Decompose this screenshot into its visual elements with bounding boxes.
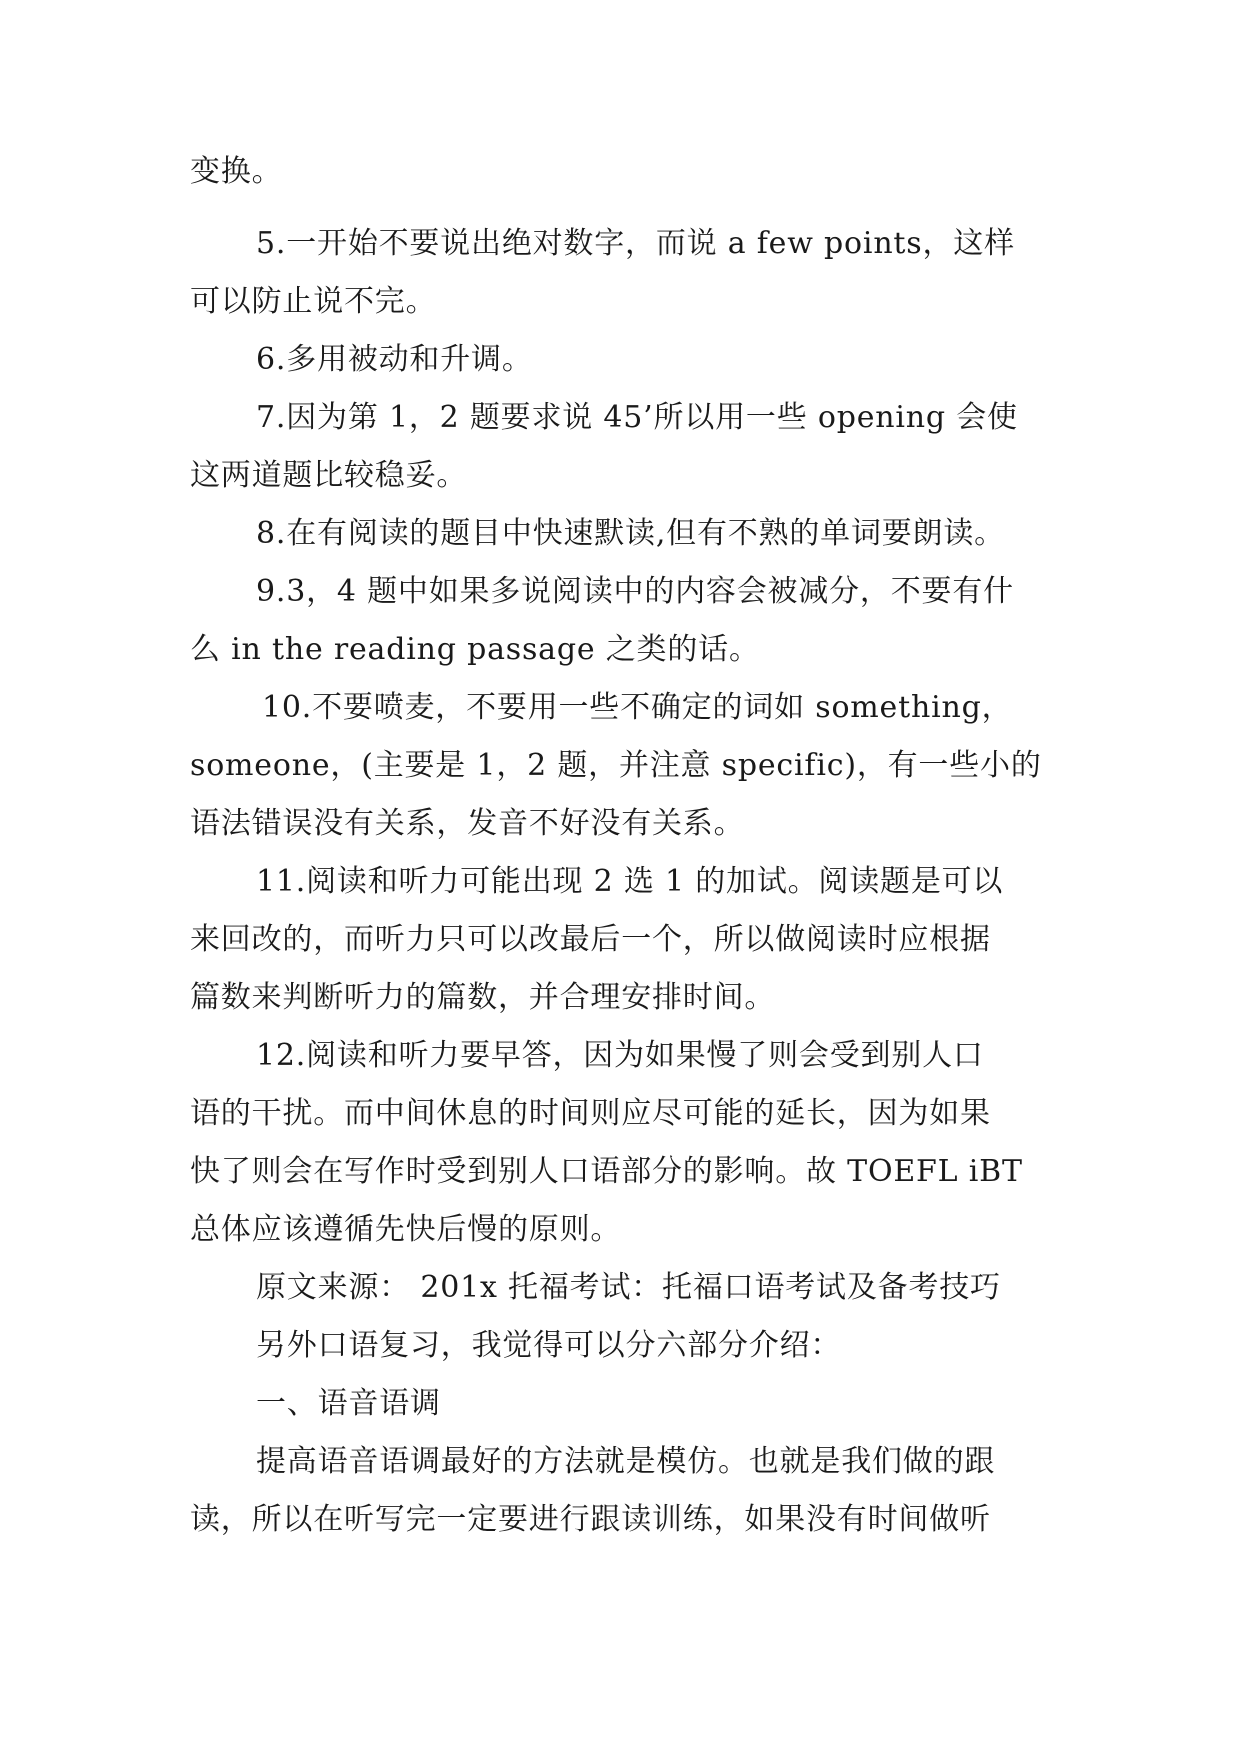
text-line: 来回改的，而听力只可以改最后一个，所以做阅读时应根据 — [190, 922, 991, 957]
text-line: someone，(主要是 1，2 题，并注意 specific)，有一些小的 — [190, 748, 1042, 783]
text-line: 变换。 — [190, 154, 283, 189]
text-line: 11.阅读和听力可能出现 2 选 1 的加试。阅读题是可以 — [256, 864, 1004, 899]
text-line: 语法错误没有关系，发音不好没有关系。 — [190, 806, 745, 841]
text-line: 7.因为第 1，2 题要求说 45’所以用一些 opening 会使 — [256, 400, 1018, 435]
text-line: 么 in the reading passage 之类的话。 — [190, 632, 760, 667]
text-line: 这两道题比较稳妥。 — [190, 458, 468, 493]
text-line: 5.一开始不要说出绝对数字，而说 a few points，这样 — [256, 226, 1015, 261]
section-heading: 一、语音语调 — [256, 1386, 441, 1421]
text-line: 8.在有阅读的题目中快速默读,但有不熟的单词要朗读。 — [256, 516, 1005, 551]
text-line: 原文来源： 201x 托福考试：托福口语考试及备考技巧 — [256, 1270, 1001, 1305]
text-line: 篇数来判断听力的篇数，并合理安排时间。 — [190, 980, 776, 1015]
text-line: 可以防止说不完。 — [190, 284, 437, 319]
text-line: 另外口语复习，我觉得可以分六部分介绍： — [256, 1328, 842, 1363]
text-line: 9.3，4 题中如果多说阅读中的内容会被减分，不要有什 — [256, 574, 1014, 609]
text-line: 语的干扰。而中间休息的时间则应尽可能的延长，因为如果 — [190, 1096, 991, 1131]
text-line: 快了则会在写作时受到别人口语部分的影响。故 TOEFL iBT — [190, 1154, 1023, 1189]
text-line: 6.多用被动和升调。 — [256, 342, 533, 377]
text-line: 总体应该遵循先快后慢的原则。 — [190, 1212, 622, 1247]
text-line: 读，所以在听写完一定要进行跟读训练，如果没有时间做听 — [190, 1502, 991, 1537]
text-line: 10.不要喷麦，不要用一些不确定的词如 something， — [262, 690, 1013, 725]
text-line: 提高语音语调最好的方法就是模仿。也就是我们做的跟 — [256, 1444, 996, 1479]
text-line: 12.阅读和听力要早答，因为如果慢了则会受到别人口 — [256, 1038, 984, 1073]
